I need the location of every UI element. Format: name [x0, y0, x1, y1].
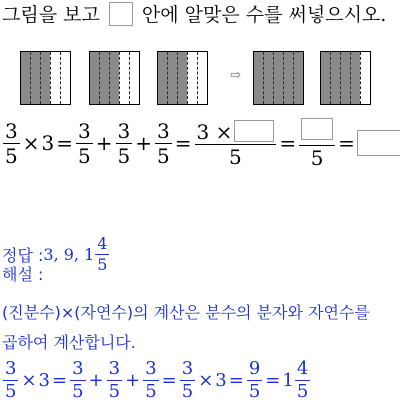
explanation-line-2: 곱하여 계산합니다. — [2, 333, 136, 352]
question-prefix: 그림을 보고 — [2, 4, 100, 26]
right-arrow-icon: ⇨ — [230, 68, 241, 83]
fraction: $\frac{3}{5}$ — [5, 358, 17, 402]
answer-blank-1[interactable] — [234, 120, 274, 142]
mixed-fraction: $\frac{4}{5}$ — [296, 358, 309, 402]
answer-blank-3[interactable] — [357, 130, 400, 156]
answer-mixed-fraction: $\frac{4}{5}$ — [97, 234, 108, 274]
fraction-rect-2 — [89, 51, 140, 105]
fraction: $\frac{3}{5}$ — [72, 358, 84, 402]
explanation-heading: 해설 : — [2, 265, 44, 284]
fraction: $\frac{3}{5}$ — [5, 118, 18, 168]
explanation-line-1: (진분수)×(자연수)의 계산은 분수의 분자와 자연수를 — [2, 303, 370, 322]
explanation-equation: $\frac{3}{5}$ × 3 = $\frac{3}{5}$ + $\frac{3}{5}$ + $\frac{3}{5}$ = $\frac{3}{5}$ × 3 = $\frac{9}{5}$ = 1 $\frac{4}{5}$ — [5, 358, 309, 402]
question-text — [2, 0, 386, 30]
result-rect-2 — [320, 51, 371, 105]
fraction-rect-1 — [20, 51, 71, 105]
fraction-rect-3 — [157, 51, 208, 105]
answer-label: 정답 : — [2, 246, 44, 265]
fraction: $\frac{3}{5}$ — [181, 358, 194, 402]
fraction-with-blank: $\frac{3 \times}{5}$ — [195, 120, 277, 167]
fraction: $\frac{9}{5}$ — [248, 358, 261, 402]
fraction: $\frac{3}{5}$ — [78, 118, 91, 168]
fraction-with-blank: 5 — [299, 118, 335, 168]
fraction: $\frac{3}{5}$ — [117, 118, 131, 168]
main-equation: $\frac{3}{5}$ × 3 = $\frac{3}{5}$ + $\frac{3}{5}$ + $\frac{3}{5}$ = $\frac{3 \times}{5}$ = 5 = — [2, 118, 400, 168]
blank-box-icon — [109, 2, 133, 26]
result-rect-1 — [253, 51, 304, 105]
answer-values: 3, 9, 1 — [43, 245, 95, 264]
question-suffix: 안에 알맞은 수를 써넣으시오. — [141, 4, 387, 26]
fraction: $\frac{3}{5}$ — [157, 118, 170, 168]
fraction: $\frac{3}{5}$ — [108, 358, 121, 402]
fraction: $\frac{3}{5}$ — [145, 358, 157, 402]
answer-blank-2[interactable] — [301, 118, 333, 140]
